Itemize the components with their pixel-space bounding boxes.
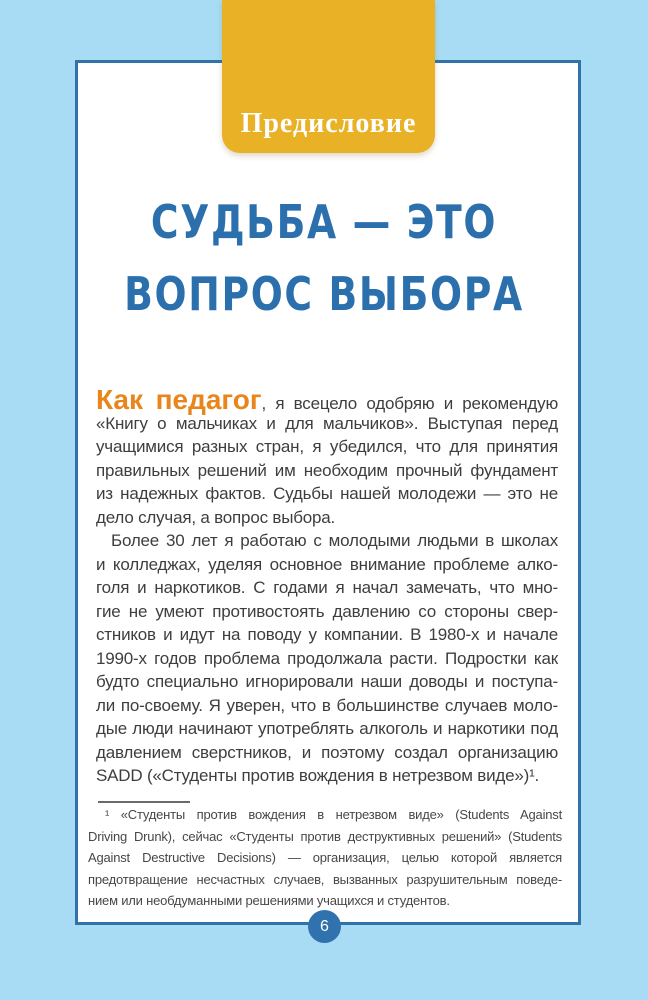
paragraph1-line: правильных решений им необходим прочный фундамент: [96, 460, 558, 480]
page-number-badge: [308, 910, 341, 943]
paragraph-lead: Как педагог: [96, 384, 262, 415]
paragraph2-line: голя и наркотиков. С годами я начал замечать, что мно-: [96, 578, 558, 597]
chapter-title: [0, 186, 648, 330]
paragraph2-line: дые люди начинают употреблять алкоголь и наркотики под: [96, 719, 558, 738]
chapter-tab: [222, 0, 435, 153]
paragraph2-line: ли по-своему. Я уверен, что в большинстве случаев моло-: [96, 695, 558, 715]
paragraph1-line: «Книгу о мальчиках и для мальчиков». Выступая перед: [96, 413, 558, 433]
paragraph2-line: и колледжах, уделяя основное внимание проблеме алко-: [96, 554, 558, 574]
footnote-line: предотвращение несчастных случаев, вызванных разрушительным поведе-: [88, 871, 562, 887]
paragraph-2: [96, 529, 558, 788]
chapter-tab-label: Предисловие: [240, 108, 417, 139]
paragraph2-line: будто специально игнорировали наши доводы и поступа-: [96, 672, 558, 691]
paragraph2-line: гие не умеют противостоять давлению со стороны свер-: [96, 601, 558, 621]
footnote-line: Driving Drunk), сейчас «Студенты против деструктивных решений» (Students: [88, 828, 562, 844]
paragraph2-line: давлением сверстников, и поэтому создал организацию: [96, 742, 558, 762]
body-text: [96, 384, 558, 788]
footnote-line: ¹ «Студенты против вождения в нетрезвом виде» (Students Against: [105, 807, 562, 822]
paragraph2-line: стников и идут на поводу у компании. В 1980-х и начале: [96, 625, 558, 644]
chapter-title-line2: ВОПРОС ВЫБОРА: [124, 267, 524, 321]
paragraph-1: [96, 384, 558, 529]
chapter-title-line1: СУДЬБА — ЭТО: [150, 195, 498, 249]
paragraph2-line: Более 30 лет я работаю с молодыми людьми в школах: [111, 531, 558, 550]
paragraph1-line: Как педагог, я всецело одобряю и рекомендую: [96, 384, 558, 415]
paragraph1-line: дело случая, а вопрос выбора.: [96, 507, 336, 527]
paragraph1-line: учащимися разных стран, я убедился, что для принятия: [96, 437, 558, 456]
footnote: [88, 804, 562, 912]
paragraph2-line: SADD («Студенты против вождения в нетрезвом виде»)¹.: [96, 766, 540, 785]
footnote-divider: [98, 801, 190, 803]
paragraph1-line: из надежных фактов. Судьбы нашей молодежи — это не: [96, 484, 558, 503]
footnote-line: нием или необдуманными решениями учащихся и студентов.: [88, 893, 450, 908]
page-number: 6: [320, 917, 329, 935]
paragraph2-line: 1990-х годов проблема продолжала расти. Подростки как: [96, 648, 558, 668]
footnote-line: Against Destructive Decisions) — организация, целью которой является: [88, 850, 562, 865]
